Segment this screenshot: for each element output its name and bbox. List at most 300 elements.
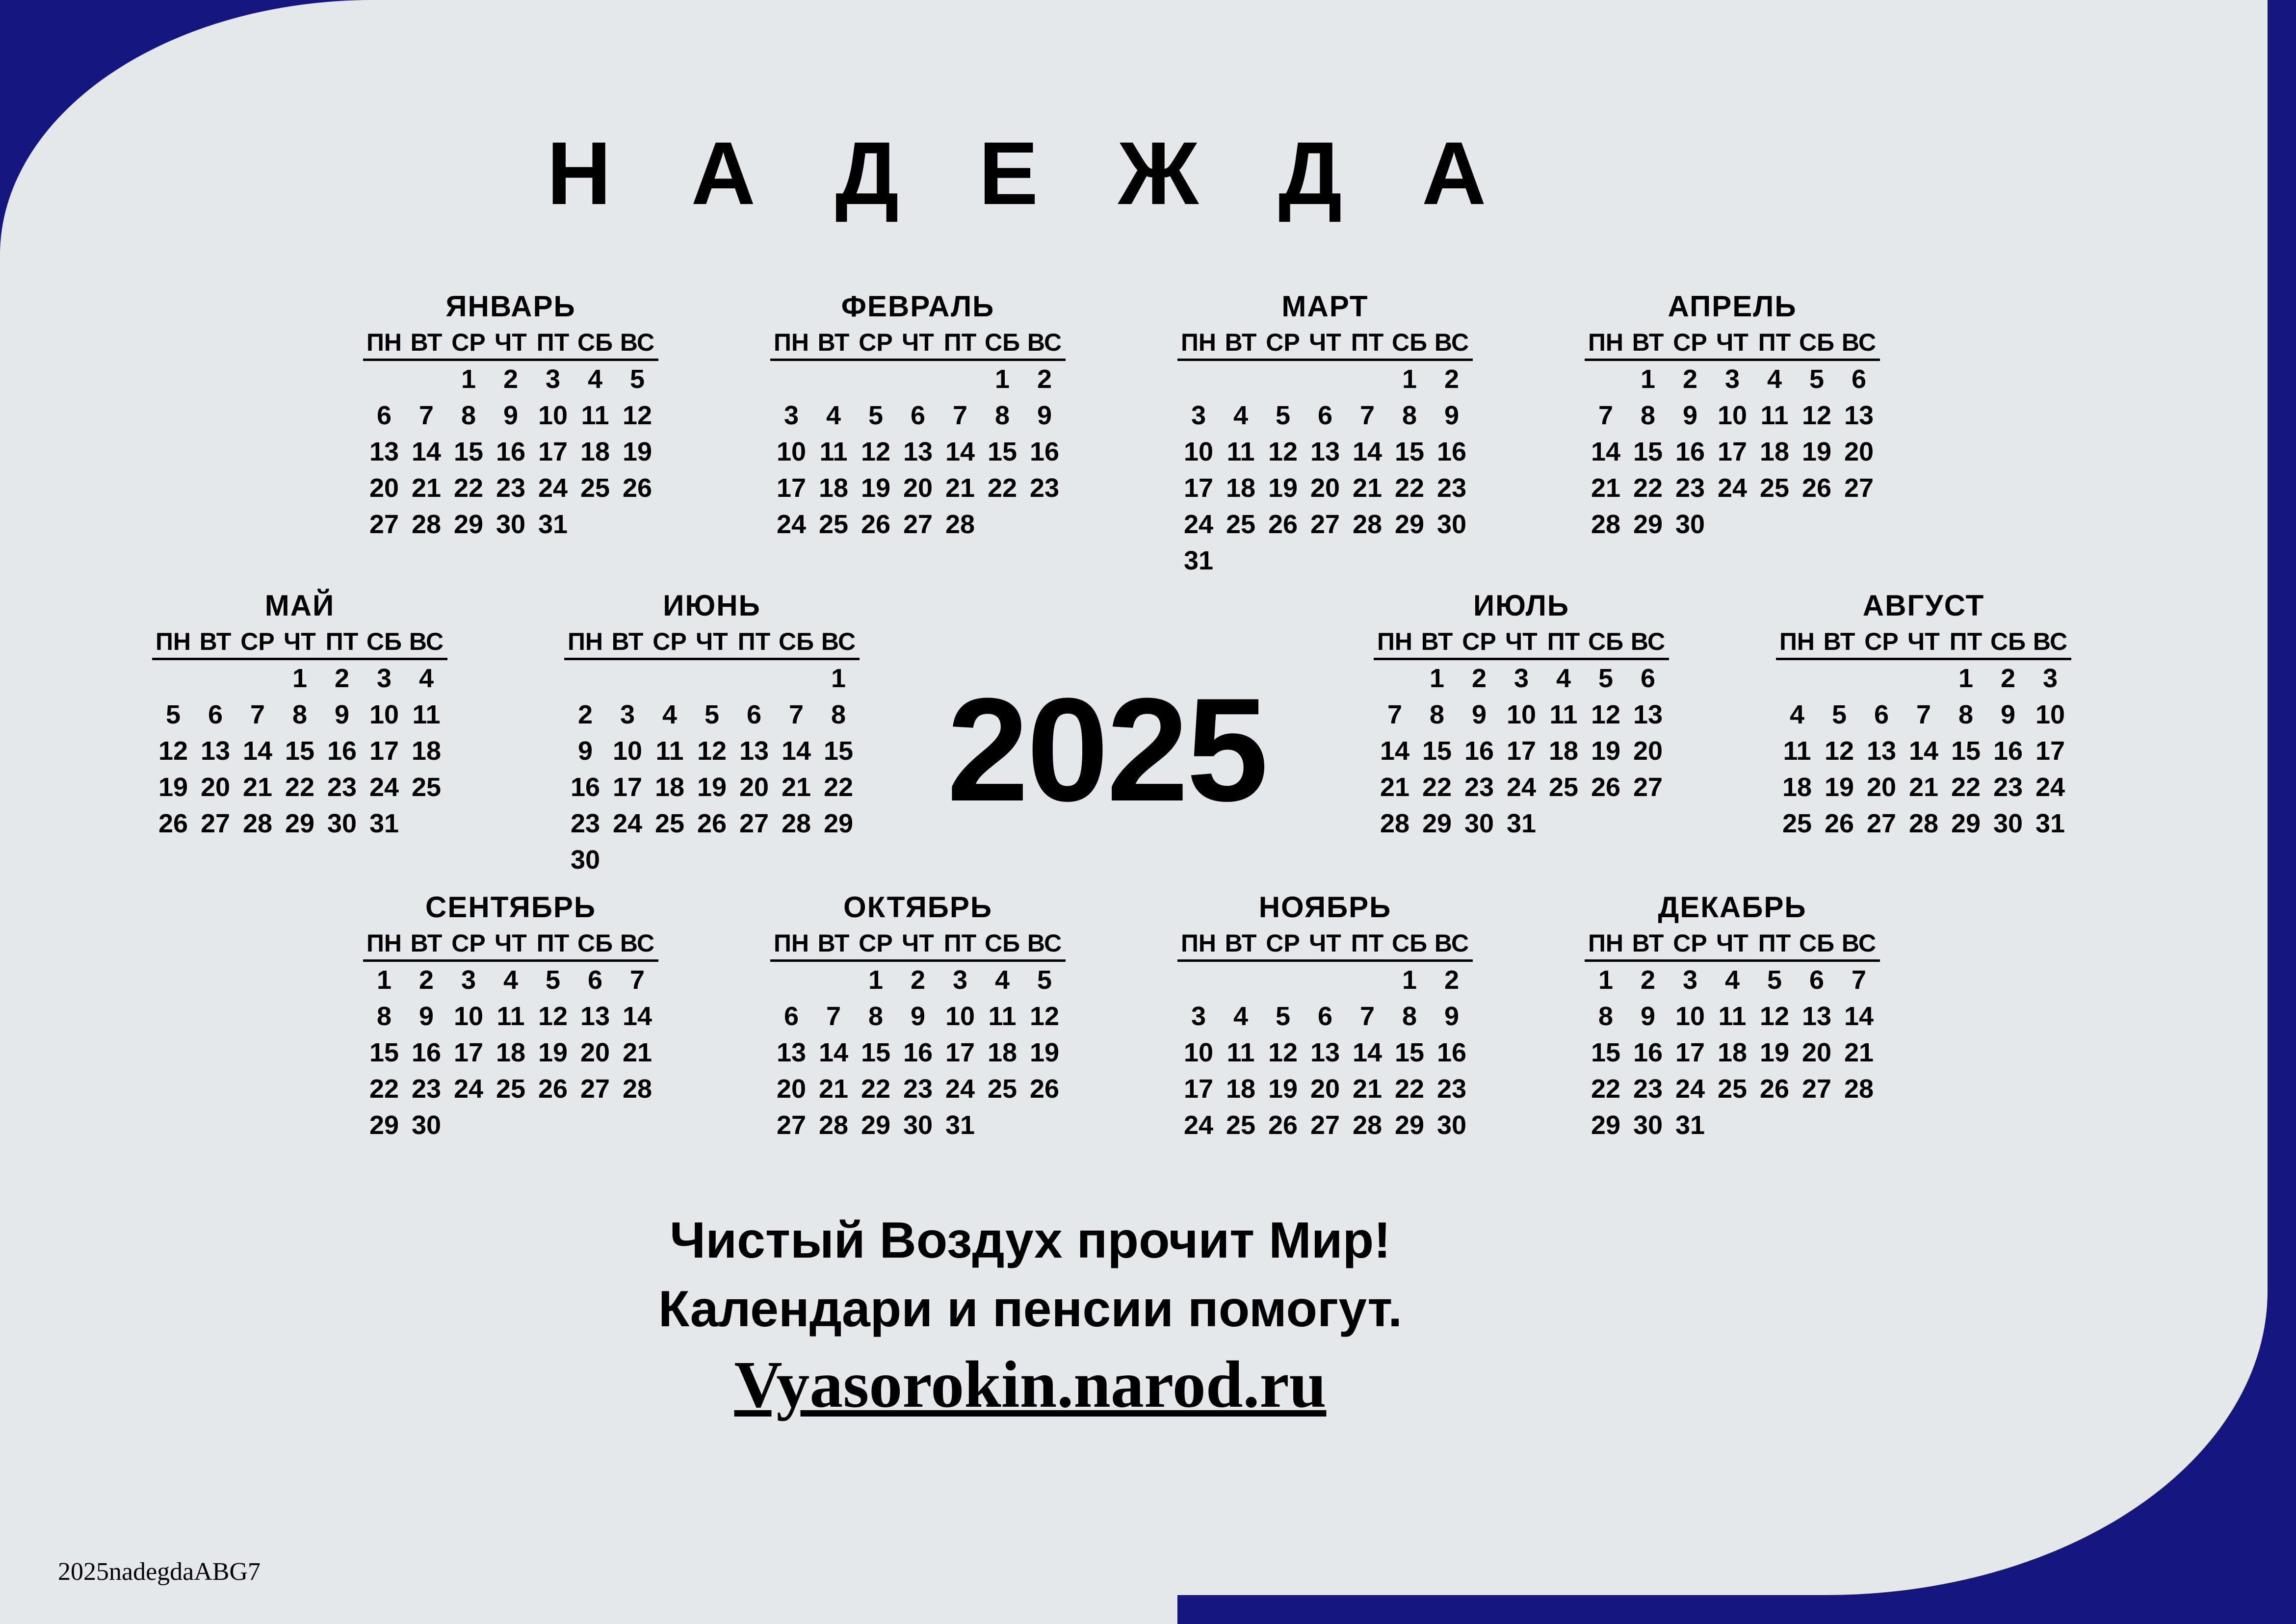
weekday-header: СБ <box>1987 625 2029 659</box>
day-cell: 3 <box>620 700 635 729</box>
day-cell: 19 <box>158 773 188 802</box>
day-cell: 17 <box>453 1038 484 1067</box>
weekday-header: ПН <box>1374 625 1416 659</box>
day-cell: 20 <box>739 773 769 802</box>
day-cell: 11 <box>412 700 441 729</box>
day-cell: 10 <box>945 1002 975 1031</box>
day-cell: 20 <box>200 773 231 802</box>
day-cell: 3 <box>2042 664 2058 693</box>
month-block-9 <box>363 890 658 1143</box>
month-grid <box>1585 326 1880 542</box>
day-cell-empty <box>1220 961 1262 999</box>
day-cell: 19 <box>1759 1038 1790 1067</box>
day-cell: 16 <box>1675 437 1705 466</box>
day-cell: 21 <box>411 473 442 503</box>
weekday-header: СР <box>1458 625 1500 659</box>
day-cell: 25 <box>411 773 442 802</box>
day-cell-empty <box>1585 360 1627 398</box>
weekday-header: ЧТ <box>897 927 939 961</box>
weekday-header: ВС <box>616 927 658 961</box>
month-name: МАРТ <box>1281 290 1369 323</box>
day-cell: 2 <box>418 965 434 995</box>
day-cell: 13 <box>903 437 933 466</box>
day-cell: 9 <box>418 1002 434 1031</box>
day-cell: 18 <box>496 1038 526 1067</box>
day-cell-empty <box>897 360 939 398</box>
day-cell: 7 <box>1359 401 1375 430</box>
day-cell-empty <box>1903 659 1945 697</box>
day-cell: 10 <box>1675 1002 1705 1031</box>
day-cell-empty <box>606 659 649 697</box>
day-cell: 31 <box>2035 809 2065 838</box>
weekday-header: ПН <box>564 625 606 659</box>
month-name: НОЯБРЬ <box>1258 891 1392 924</box>
day-cell: 17 <box>945 1038 975 1067</box>
weekday-header: ЧТ <box>1304 927 1346 961</box>
day-cell: 20 <box>1866 773 1897 802</box>
week-row <box>770 434 1066 470</box>
day-cell: 22 <box>285 773 315 802</box>
day-cell-empty <box>1374 659 1416 697</box>
day-cell: 29 <box>369 1110 399 1140</box>
day-cell: 20 <box>1310 1074 1340 1104</box>
day-cell: 9 <box>1682 401 1698 430</box>
day-cell-empty <box>1346 961 1388 999</box>
day-cell: 4 <box>1233 1002 1249 1031</box>
day-cell: 9 <box>2000 700 2016 729</box>
weekday-header: СР <box>855 927 897 961</box>
day-cell-empty <box>649 842 691 878</box>
day-cell: 7 <box>1359 1002 1375 1031</box>
day-cell-empty <box>405 360 447 398</box>
day-cell: 16 <box>1436 437 1467 466</box>
day-cell: 9 <box>334 700 350 729</box>
day-cell: 21 <box>1380 773 1410 802</box>
day-cell-empty <box>1177 961 1220 999</box>
day-cell: 3 <box>545 364 561 394</box>
day-cell: 14 <box>1352 437 1383 466</box>
weekday-header: ПН <box>1776 625 1818 659</box>
day-cell: 6 <box>1317 401 1333 430</box>
day-cell: 23 <box>1675 473 1705 503</box>
weekday-header: СР <box>1860 625 1903 659</box>
day-cell: 17 <box>2035 736 2065 766</box>
month-name: ЯНВАРЬ <box>445 290 576 323</box>
month-grid <box>363 927 658 1143</box>
day-cell: 3 <box>1191 401 1206 430</box>
day-cell: 25 <box>1717 1074 1748 1104</box>
week-row <box>1585 1071 1880 1107</box>
day-cell-empty <box>691 842 733 878</box>
day-cell: 7 <box>418 401 434 430</box>
weekday-header: ПН <box>363 326 405 360</box>
day-cell: 23 <box>1633 1074 1663 1104</box>
day-cell: 16 <box>496 437 526 466</box>
day-cell: 12 <box>158 736 188 766</box>
week-row <box>770 1071 1066 1107</box>
day-cell: 21 <box>781 773 811 802</box>
weekday-header: ЧТ <box>490 326 532 360</box>
day-cell: 24 <box>1183 510 1214 539</box>
day-cell-empty <box>1262 961 1304 999</box>
week-row <box>1374 696 1669 733</box>
day-cell: 2 <box>1471 664 1487 693</box>
day-cell-empty <box>1818 659 1860 697</box>
day-cell: 10 <box>453 1002 484 1031</box>
weekday-header: ВС <box>1023 326 1066 360</box>
day-cell-empty <box>770 360 812 398</box>
week-row <box>363 1107 658 1143</box>
day-cell: 5 <box>1598 664 1614 693</box>
day-cell-empty <box>775 842 817 878</box>
weekday-header: ПН <box>1177 927 1220 961</box>
day-cell: 3 <box>1724 364 1740 394</box>
day-cell: 31 <box>1183 546 1214 575</box>
day-cell: 6 <box>783 1002 799 1031</box>
day-cell: 7 <box>250 700 265 729</box>
month-grid <box>564 625 860 878</box>
week-row <box>770 998 1066 1034</box>
day-cell: 17 <box>369 736 399 766</box>
day-cell-empty <box>981 506 1023 542</box>
weekday-header: ЧТ <box>897 326 939 360</box>
day-cell: 15 <box>369 1038 399 1067</box>
day-cell-empty <box>770 961 812 999</box>
week-row <box>1585 360 1880 398</box>
day-cell: 25 <box>1548 773 1579 802</box>
day-cell: 12 <box>861 437 891 466</box>
day-cell: 21 <box>1844 1038 1874 1067</box>
week-row <box>1374 805 1669 842</box>
day-cell: 13 <box>369 437 399 466</box>
day-cell: 11 <box>1549 700 1578 729</box>
weekday-header: ЧТ <box>1711 326 1753 360</box>
day-cell: 1 <box>461 364 476 394</box>
day-cell: 10 <box>369 700 399 729</box>
day-cell: 10 <box>612 736 643 766</box>
week-row <box>770 470 1066 506</box>
day-cell: 6 <box>1317 1002 1333 1031</box>
day-cell: 20 <box>369 473 399 503</box>
day-cell: 24 <box>1675 1074 1705 1104</box>
day-cell: 9 <box>1037 401 1052 430</box>
footer-slogan-line-2: Календари и пенсии помогут. <box>658 1281 1403 1338</box>
weekday-header: ВТ <box>1220 927 1262 961</box>
month-grid <box>1177 326 1473 579</box>
day-cell: 8 <box>868 1002 884 1031</box>
day-cell: 29 <box>1394 1110 1425 1140</box>
day-cell: 25 <box>1226 1110 1256 1140</box>
day-cell: 7 <box>629 965 645 995</box>
day-cell: 2 <box>1640 965 1656 995</box>
day-cell: 30 <box>903 1110 933 1140</box>
month-block-8 <box>1776 589 2071 842</box>
footer-website-link[interactable]: Vyasorokin.narod.ru <box>734 1348 1327 1421</box>
weekday-header: ВС <box>817 625 860 659</box>
day-cell: 15 <box>823 736 854 766</box>
week-row <box>1776 805 2071 842</box>
weekday-header: ВС <box>2029 625 2071 659</box>
day-cell: 21 <box>1352 473 1383 503</box>
month-name: ИЮЛЬ <box>1473 589 1569 622</box>
day-cell-empty <box>1262 360 1304 398</box>
day-cell: 20 <box>580 1038 610 1067</box>
day-cell: 27 <box>1633 773 1663 802</box>
weekday-header: ПН <box>770 927 812 961</box>
weekday-header: ЧТ <box>1500 625 1542 659</box>
day-cell: 23 <box>327 773 357 802</box>
week-row <box>770 961 1066 999</box>
day-cell: 22 <box>861 1074 891 1104</box>
day-cell: 27 <box>776 1110 807 1140</box>
day-cell: 28 <box>781 809 811 838</box>
month-grid <box>1177 927 1473 1143</box>
day-cell: 7 <box>1851 965 1867 995</box>
month-grid <box>770 326 1066 542</box>
day-cell-empty <box>606 842 649 878</box>
day-cell: 16 <box>1436 1038 1467 1067</box>
day-cell-empty <box>532 1107 574 1143</box>
day-cell: 26 <box>861 510 891 539</box>
day-cell: 12 <box>1801 401 1832 430</box>
week-row <box>1585 397 1880 434</box>
weekday-header: ВС <box>1838 326 1880 360</box>
month-block-11 <box>1177 890 1473 1143</box>
day-cell: 19 <box>1029 1038 1060 1067</box>
day-cell: 21 <box>945 473 975 503</box>
day-cell: 4 <box>1789 700 1805 729</box>
day-cell: 1 <box>831 664 846 693</box>
day-cell: 9 <box>1640 1002 1656 1031</box>
day-cell: 7 <box>788 700 804 729</box>
day-cell: 25 <box>1226 510 1256 539</box>
month-grid <box>770 927 1066 1143</box>
day-cell-empty <box>1542 805 1585 842</box>
day-cell: 4 <box>418 664 434 693</box>
day-cell: 12 <box>1824 736 1854 766</box>
day-cell: 24 <box>2035 773 2065 802</box>
week-row <box>1585 470 1880 506</box>
day-cell: 26 <box>1801 473 1832 503</box>
weekday-header: ВТ <box>405 326 447 360</box>
day-cell: 23 <box>570 809 600 838</box>
day-cell: 19 <box>1268 473 1298 503</box>
day-cell-empty <box>1304 360 1346 398</box>
month-name: ОКТЯБРЬ <box>843 891 993 924</box>
day-cell: 1 <box>292 664 308 693</box>
day-cell: 6 <box>587 965 603 995</box>
day-cell: 14 <box>242 736 273 766</box>
day-cell: 1 <box>1402 364 1417 394</box>
day-cell: 5 <box>1767 965 1782 995</box>
month-block-5 <box>152 589 447 842</box>
day-cell: 20 <box>1633 736 1663 766</box>
day-cell: 18 <box>1759 437 1790 466</box>
day-cell: 5 <box>1831 700 1847 729</box>
day-cell: 4 <box>503 965 519 995</box>
day-cell: 8 <box>292 700 308 729</box>
day-cell-empty <box>574 1107 616 1143</box>
day-cell: 17 <box>1183 1074 1214 1104</box>
weekday-header: ВТ <box>1627 326 1669 360</box>
day-cell-empty <box>1585 805 1627 842</box>
day-cell-empty <box>1346 542 1388 579</box>
month-grid <box>1776 625 2071 842</box>
day-cell: 16 <box>411 1038 442 1067</box>
day-cell: 1 <box>1429 664 1445 693</box>
day-cell: 15 <box>1591 1038 1621 1067</box>
month-grid <box>1585 927 1880 1143</box>
day-cell-empty <box>363 360 405 398</box>
weekday-header: ПН <box>1585 927 1627 961</box>
year-label: 2025 <box>947 667 1267 832</box>
day-cell: 29 <box>823 809 854 838</box>
day-cell: 18 <box>654 773 685 802</box>
day-cell: 30 <box>1436 1110 1467 1140</box>
day-cell: 21 <box>818 1074 849 1104</box>
day-cell: 25 <box>1759 473 1790 503</box>
month-block-12 <box>1585 890 1880 1143</box>
day-cell: 15 <box>861 1038 891 1067</box>
day-cell-empty <box>1860 659 1903 697</box>
day-cell: 27 <box>1866 809 1897 838</box>
week-row <box>564 842 860 878</box>
day-cell: 23 <box>1464 773 1494 802</box>
day-cell-empty <box>649 659 691 697</box>
day-cell: 13 <box>776 1038 807 1067</box>
day-cell: 9 <box>503 401 519 430</box>
day-cell: 24 <box>612 809 643 838</box>
day-cell: 2 <box>2000 664 2016 693</box>
day-cell: 23 <box>411 1074 442 1104</box>
weekday-header: СБ <box>775 625 817 659</box>
weekday-header: ПТ <box>733 625 775 659</box>
day-cell: 7 <box>952 401 968 430</box>
weekday-header: ПН <box>1177 326 1220 360</box>
day-cell: 26 <box>538 1074 568 1104</box>
day-cell-empty <box>1304 961 1346 999</box>
day-cell: 28 <box>622 1074 652 1104</box>
day-cell: 8 <box>1958 700 1974 729</box>
day-cell: 30 <box>1993 809 2023 838</box>
day-cell: 12 <box>1029 1002 1060 1031</box>
day-cell: 2 <box>1444 965 1460 995</box>
day-cell: 15 <box>987 437 1018 466</box>
day-cell: 1 <box>376 965 392 995</box>
day-cell: 3 <box>376 664 392 693</box>
day-cell: 22 <box>369 1074 399 1104</box>
day-cell-empty <box>1220 360 1262 398</box>
weekday-header: ВТ <box>194 625 236 659</box>
day-cell-empty <box>1796 1107 1838 1143</box>
weekday-header: ВТ <box>812 927 855 961</box>
day-cell: 1 <box>994 364 1010 394</box>
day-cell: 29 <box>1394 510 1425 539</box>
day-cell-empty <box>1023 506 1066 542</box>
week-row <box>363 998 658 1034</box>
day-cell: 14 <box>1908 736 1939 766</box>
day-cell: 7 <box>1387 700 1403 729</box>
weekday-header: СР <box>447 326 490 360</box>
day-cell: 11 <box>496 1002 525 1031</box>
day-cell: 11 <box>581 401 609 430</box>
weekday-header: ПТ <box>1542 625 1585 659</box>
weekday-header: ЧТ <box>1304 326 1346 360</box>
day-cell: 6 <box>746 700 762 729</box>
day-cell: 2 <box>334 664 350 693</box>
weekday-header: ВТ <box>1627 927 1669 961</box>
day-cell: 22 <box>823 773 854 802</box>
day-cell: 1 <box>1402 965 1417 995</box>
day-cell-empty <box>194 659 236 697</box>
day-cell-empty <box>1346 360 1388 398</box>
week-row <box>770 397 1066 434</box>
month-block-3 <box>1177 289 1473 579</box>
day-cell: 22 <box>1422 773 1452 802</box>
day-cell: 18 <box>1226 473 1256 503</box>
day-cell: 22 <box>1394 1074 1425 1104</box>
weekday-header: СР <box>236 625 279 659</box>
day-cell: 30 <box>1675 510 1705 539</box>
day-cell-empty <box>447 1107 490 1143</box>
weekday-header: ПН <box>1585 326 1627 360</box>
day-cell: 27 <box>1844 473 1874 503</box>
weekday-header: СР <box>855 326 897 360</box>
day-cell: 25 <box>818 510 849 539</box>
day-cell: 18 <box>1782 773 1812 802</box>
day-cell: 3 <box>1513 664 1529 693</box>
day-cell: 16 <box>1633 1038 1663 1067</box>
day-cell: 8 <box>461 401 476 430</box>
day-cell: 9 <box>577 736 593 766</box>
day-cell: 13 <box>1801 1002 1832 1031</box>
weekday-header: СБ <box>574 927 616 961</box>
day-cell: 20 <box>776 1074 807 1104</box>
day-cell: 17 <box>1717 437 1748 466</box>
day-cell: 29 <box>1633 510 1663 539</box>
day-cell: 30 <box>1436 510 1467 539</box>
day-cell: 28 <box>242 809 273 838</box>
weekday-header: ВТ <box>1220 326 1262 360</box>
day-cell: 31 <box>538 510 568 539</box>
day-cell: 15 <box>453 437 484 466</box>
week-row <box>1585 434 1880 470</box>
day-cell: 2 <box>577 700 593 729</box>
day-cell: 11 <box>655 736 684 766</box>
day-cell: 29 <box>1591 1110 1621 1140</box>
weekday-header: СР <box>1262 927 1304 961</box>
day-cell: 3 <box>783 401 799 430</box>
week-row <box>1374 733 1669 769</box>
day-cell: 24 <box>369 773 399 802</box>
weekday-header: СР <box>1262 326 1304 360</box>
month-name: ИЮНЬ <box>663 589 761 622</box>
day-cell: 8 <box>994 401 1010 430</box>
weekday-header: СБ <box>574 326 616 360</box>
day-cell-empty <box>812 961 855 999</box>
weekday-header: ВС <box>1431 326 1473 360</box>
day-cell-empty <box>733 842 775 878</box>
day-cell: 26 <box>622 473 652 503</box>
week-row <box>1177 506 1473 542</box>
day-cell: 29 <box>1422 809 1452 838</box>
day-cell: 19 <box>1268 1074 1298 1104</box>
day-cell: 24 <box>453 1074 484 1104</box>
day-cell: 30 <box>327 809 357 838</box>
day-cell: 27 <box>1801 1074 1832 1104</box>
day-cell: 26 <box>1759 1074 1790 1104</box>
day-cell: 24 <box>1183 1110 1214 1140</box>
